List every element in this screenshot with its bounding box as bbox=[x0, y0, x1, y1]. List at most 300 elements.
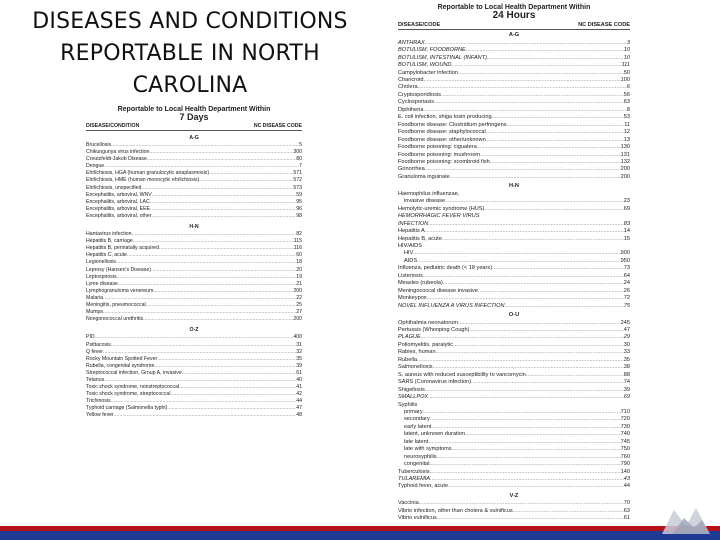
disease-row bbox=[398, 55, 630, 62]
disease-row bbox=[398, 129, 630, 136]
dot-leader bbox=[526, 372, 624, 379]
disease-row bbox=[86, 245, 302, 252]
dot-leader bbox=[451, 62, 621, 69]
disease-code: 21 bbox=[296, 280, 302, 287]
dot-leader bbox=[103, 309, 296, 316]
dot-leader bbox=[146, 302, 297, 309]
disease-row bbox=[86, 398, 302, 405]
disease-code: 40 bbox=[296, 376, 302, 383]
disease-name: Ehrlichiosis, unspecified bbox=[86, 184, 142, 191]
disease-row bbox=[398, 166, 630, 173]
disease-code: 200 bbox=[293, 287, 302, 294]
disease-row bbox=[398, 92, 630, 99]
dot-leader bbox=[452, 446, 621, 453]
disease-name: late latent bbox=[404, 438, 429, 445]
dot-leader bbox=[486, 129, 624, 136]
dot-leader bbox=[147, 156, 296, 163]
disease-name: Cyclosporiasis bbox=[398, 99, 435, 106]
disease-code: 573 bbox=[293, 184, 302, 191]
dot-leader bbox=[157, 356, 296, 363]
dot-leader bbox=[450, 174, 621, 181]
disease-code: 111 bbox=[621, 62, 630, 69]
disease-code: 60 bbox=[296, 252, 302, 259]
disease-row bbox=[398, 364, 630, 371]
disease-code: 3 bbox=[626, 39, 630, 46]
col-disease: DISEASE/CODE bbox=[398, 21, 441, 28]
disease-name: HIV bbox=[404, 250, 414, 257]
disease-name: Gonorrhea bbox=[398, 166, 425, 173]
disease-code: 131 bbox=[620, 151, 630, 158]
disease-code: 82 bbox=[296, 231, 302, 238]
disease-name: Syphilis bbox=[398, 401, 418, 408]
disease-row bbox=[86, 206, 302, 213]
disease-row bbox=[398, 198, 630, 205]
disease-row bbox=[86, 252, 302, 259]
dot-leader bbox=[150, 199, 296, 206]
disease-code: 35 bbox=[296, 355, 302, 362]
dot-leader bbox=[513, 508, 624, 515]
disease-name: Listeriosis bbox=[398, 272, 423, 279]
disease-row bbox=[398, 379, 630, 386]
disease-name: Encephalitis, arboviral, other bbox=[86, 212, 152, 219]
disease-code: 23 bbox=[623, 198, 630, 205]
disease-name: Granuloma inguinale bbox=[398, 173, 450, 180]
disease-name: Leprosy (Hansen's Disease) bbox=[86, 266, 151, 273]
dot-leader bbox=[478, 288, 624, 295]
disease-row bbox=[398, 107, 630, 114]
disease-name: Diphtheria bbox=[398, 106, 424, 113]
disease-code: 14 bbox=[623, 228, 630, 235]
disease-row bbox=[398, 62, 630, 69]
disease-name: Nongonococcal urethritis bbox=[86, 316, 144, 323]
reportable-24-hours-document bbox=[398, 4, 630, 532]
dot-leader bbox=[154, 363, 296, 370]
slide-title-line: REPORTABLE IN NORTH bbox=[60, 41, 320, 66]
disease-row bbox=[86, 342, 302, 349]
disease-row bbox=[398, 122, 630, 129]
disease-code: 571 bbox=[293, 170, 302, 177]
disease-row bbox=[398, 144, 630, 151]
disease-code: 10 bbox=[623, 54, 630, 61]
disease-name: Typhoid fever, acute bbox=[398, 483, 449, 490]
disease-code: 745 bbox=[620, 438, 630, 445]
disease-name: Legionellosis bbox=[86, 259, 116, 266]
col-disease: DISEASE/CONDITION bbox=[86, 122, 140, 129]
dot-leader bbox=[507, 122, 625, 129]
dot-leader bbox=[419, 500, 624, 507]
disease-name: Hepatitis B, perinatally acquired bbox=[86, 245, 159, 252]
dot-leader bbox=[492, 114, 624, 121]
dot-leader bbox=[428, 394, 624, 401]
footer-bar bbox=[0, 524, 720, 540]
disease-code: 80 bbox=[296, 156, 302, 163]
section-header: O-U bbox=[508, 312, 520, 319]
disease-name: Poliomyelitis, paralytic bbox=[398, 341, 454, 348]
dot-leader bbox=[427, 295, 624, 302]
disease-row bbox=[398, 137, 630, 144]
disease-name: Cholera bbox=[398, 84, 418, 91]
disease-row bbox=[86, 163, 302, 170]
disease-row bbox=[86, 170, 302, 177]
disease-code: 25 bbox=[296, 302, 302, 309]
disease-row bbox=[398, 327, 630, 334]
disease-row bbox=[398, 47, 630, 54]
disease-code: 15 bbox=[623, 235, 630, 242]
dot-leader bbox=[425, 40, 627, 47]
disease-name: congenital bbox=[404, 461, 430, 468]
disease-row bbox=[398, 515, 630, 522]
disease-name: secondary bbox=[404, 416, 430, 423]
dot-leader bbox=[487, 55, 624, 62]
disease-code: 50 bbox=[623, 69, 630, 76]
disease-code: 710 bbox=[620, 408, 630, 415]
dot-leader bbox=[423, 409, 621, 416]
disease-row bbox=[398, 77, 630, 84]
disease-code: 900 bbox=[620, 250, 630, 257]
disease-code: 64 bbox=[623, 272, 630, 279]
doc-column-headers bbox=[398, 22, 630, 30]
reportable-7-days-document bbox=[86, 106, 302, 419]
dot-leader bbox=[167, 405, 296, 412]
disease-name: Trichinosis bbox=[86, 398, 111, 405]
disease-code: 39 bbox=[296, 362, 302, 369]
disease-name: Chancroid bbox=[398, 77, 424, 84]
disease-code: 24 bbox=[623, 280, 630, 287]
col-code: NC DISEASE CODE bbox=[578, 21, 630, 28]
dot-leader bbox=[417, 357, 624, 364]
dot-leader bbox=[465, 431, 621, 438]
disease-row bbox=[398, 402, 630, 409]
disease-name: Lymphogranuloma venereum bbox=[86, 287, 154, 294]
disease-row bbox=[398, 258, 630, 265]
disease-name: PLAGUE bbox=[398, 334, 421, 341]
disease-code: 6 bbox=[626, 84, 630, 91]
disease-code: 950 bbox=[620, 257, 630, 264]
slide-title bbox=[10, 6, 370, 102]
disease-code: 33 bbox=[623, 349, 630, 356]
disease-row bbox=[86, 334, 302, 341]
disease-code: 31 bbox=[296, 341, 302, 348]
disease-code: 750 bbox=[620, 446, 630, 453]
disease-code: 70 bbox=[623, 500, 630, 507]
disease-row bbox=[398, 159, 630, 166]
disease-code: 730 bbox=[620, 423, 630, 430]
dot-leader bbox=[179, 384, 296, 391]
disease-code: 132 bbox=[620, 159, 630, 165]
disease-code: 98 bbox=[296, 212, 302, 219]
disease-name: HEMORRHAGIC FEVER VIRUS bbox=[398, 213, 480, 220]
disease-code: 100 bbox=[620, 77, 630, 84]
dot-leader bbox=[151, 267, 296, 274]
disease-code: 20 bbox=[296, 266, 302, 273]
disease-code: 27 bbox=[296, 309, 302, 316]
disease-code: 790 bbox=[620, 461, 630, 468]
disease-code: 83 bbox=[623, 220, 630, 227]
dot-leader bbox=[421, 334, 624, 341]
disease-code: 245 bbox=[620, 319, 630, 326]
dot-leader bbox=[431, 424, 620, 431]
disease-row bbox=[86, 142, 302, 149]
disease-code: 572 bbox=[293, 177, 302, 184]
dot-leader bbox=[480, 152, 621, 159]
disease-name: Cryptosporidiosis bbox=[398, 91, 441, 98]
dot-leader bbox=[141, 185, 293, 192]
disease-name: Meningitis, pneumococcal bbox=[86, 302, 146, 309]
dot-leader bbox=[143, 316, 293, 323]
disease-name: PID bbox=[86, 334, 95, 341]
disease-name: Q fever bbox=[86, 348, 104, 355]
disease-name: S. aureus with reduced susceptibility to vancomycin bbox=[398, 371, 526, 378]
disease-name: primary bbox=[404, 408, 423, 415]
dot-leader bbox=[453, 342, 624, 349]
disease-row bbox=[398, 243, 630, 250]
disease-name: Yellow fever bbox=[86, 412, 114, 419]
dot-leader bbox=[437, 515, 624, 522]
disease-row bbox=[398, 372, 630, 379]
disease-name: Haemophilus influenzae, bbox=[398, 190, 460, 197]
disease-code: 72 bbox=[623, 295, 630, 302]
disease-row bbox=[398, 349, 630, 356]
disease-name: Brucellosis bbox=[86, 141, 112, 148]
disease-name: Toxic shock syndrome, streptococcal bbox=[86, 391, 171, 398]
disease-name: BOTULISM, FOODBORNE bbox=[398, 47, 466, 54]
disease-code: 30 bbox=[623, 341, 630, 348]
disease-row bbox=[86, 213, 302, 220]
dot-leader bbox=[505, 303, 624, 310]
disease-row bbox=[398, 236, 630, 243]
disease-code: 69 bbox=[623, 394, 630, 401]
dot-leader bbox=[437, 454, 621, 461]
dot-leader bbox=[428, 439, 620, 446]
disease-name: Shigellosis bbox=[398, 386, 425, 393]
dot-leader bbox=[149, 149, 293, 156]
disease-name: Encephalitis, arboviral, EEE bbox=[86, 205, 151, 212]
dot-leader bbox=[430, 469, 621, 476]
disease-name: Psittacosis bbox=[86, 341, 111, 348]
footer-blue-stripe bbox=[0, 531, 720, 540]
dot-leader bbox=[477, 144, 621, 151]
doc-period: 7 Days bbox=[179, 112, 209, 123]
disease-row bbox=[86, 192, 302, 199]
disease-code: 96 bbox=[296, 205, 302, 212]
disease-row bbox=[86, 412, 302, 419]
disease-code: 115 bbox=[293, 238, 302, 245]
doc-column-headers bbox=[86, 123, 302, 131]
dot-leader bbox=[111, 398, 297, 405]
disease-code: 116 bbox=[293, 245, 302, 252]
disease-row bbox=[86, 149, 302, 156]
disease-row bbox=[86, 259, 302, 266]
disease-name: Vaccinia bbox=[398, 500, 419, 507]
disease-name: Malaria bbox=[86, 294, 104, 301]
disease-code: 13 bbox=[623, 136, 630, 143]
section-header: O-Z bbox=[189, 327, 199, 334]
doc-body bbox=[398, 32, 630, 522]
disease-code: 720 bbox=[620, 416, 630, 423]
dot-leader bbox=[471, 379, 624, 386]
disease-name: SARS (Coronavirus infection) bbox=[398, 379, 472, 386]
disease-code: 39 bbox=[623, 386, 630, 393]
disease-name: Tetanus bbox=[86, 376, 105, 383]
dot-leader bbox=[425, 166, 621, 173]
dot-leader bbox=[170, 391, 296, 398]
dot-leader bbox=[132, 231, 297, 238]
disease-name: latent, unknown duration bbox=[404, 431, 465, 438]
disease-row bbox=[398, 221, 630, 228]
disease-code: 29 bbox=[623, 334, 630, 341]
dot-leader bbox=[111, 342, 296, 349]
disease-name: BOTULISM, INTESTINAL (INFANT) bbox=[398, 54, 487, 61]
dot-leader bbox=[436, 349, 624, 356]
slide-title-line: CAROLINA bbox=[132, 73, 248, 98]
disease-code: 400 bbox=[293, 334, 302, 341]
disease-row bbox=[86, 349, 302, 356]
disease-code: 760 bbox=[620, 453, 630, 460]
disease-name: Vibrio vulnificus bbox=[398, 515, 437, 522]
section-header: A-G bbox=[508, 32, 520, 39]
dot-leader bbox=[103, 295, 296, 302]
dot-leader bbox=[470, 327, 624, 334]
disease-name: Mumps bbox=[86, 309, 104, 316]
dot-leader bbox=[490, 159, 621, 166]
dot-leader bbox=[117, 274, 297, 281]
disease-row bbox=[86, 267, 302, 274]
disease-row bbox=[398, 387, 630, 394]
dot-leader bbox=[417, 258, 621, 265]
disease-code: 42 bbox=[296, 391, 302, 398]
disease-row bbox=[398, 250, 630, 257]
disease-row bbox=[398, 409, 630, 416]
disease-row bbox=[398, 99, 630, 106]
disease-code: 7 bbox=[299, 163, 302, 170]
disease-code: 41 bbox=[296, 384, 302, 391]
disease-code: 69 bbox=[623, 205, 630, 212]
disease-row bbox=[398, 174, 630, 181]
disease-name: Hepatitis B, acute bbox=[398, 235, 442, 242]
dot-leader bbox=[423, 273, 624, 280]
dot-leader bbox=[104, 377, 296, 384]
disease-name: INFECTION bbox=[398, 220, 429, 227]
dot-leader bbox=[153, 288, 293, 295]
disease-row bbox=[398, 213, 630, 220]
disease-code: 88 bbox=[623, 371, 630, 378]
disease-name: early latent bbox=[404, 423, 432, 430]
disease-name: Lyme disease bbox=[86, 280, 118, 287]
disease-code: 74 bbox=[623, 379, 630, 386]
disease-code: 56 bbox=[623, 91, 630, 98]
disease-name: Foodborne disease: Clostridium perfringens bbox=[398, 121, 507, 128]
disease-code: 130 bbox=[620, 144, 630, 151]
dot-leader bbox=[133, 238, 294, 245]
disease-name: Dengue bbox=[86, 163, 105, 170]
disease-row bbox=[398, 114, 630, 121]
doc-body bbox=[86, 135, 302, 420]
disease-row bbox=[398, 439, 630, 446]
disease-name: TULAREMIA bbox=[398, 476, 431, 483]
disease-name: AIDS bbox=[404, 257, 418, 264]
disease-code: 63 bbox=[623, 507, 630, 514]
dot-leader bbox=[486, 137, 624, 144]
disease-row bbox=[398, 280, 630, 287]
disease-name: Foodborne poisoning: mushroom bbox=[398, 151, 481, 158]
dot-leader bbox=[448, 483, 624, 490]
disease-name: Toxic shock syndrome, nonstreptococcal bbox=[86, 384, 180, 391]
dot-leader bbox=[425, 228, 624, 235]
disease-name: Hemolytic-uremic syndrome (HUS) bbox=[398, 205, 485, 212]
disease-code: 140 bbox=[620, 468, 630, 475]
disease-code: 19 bbox=[296, 273, 302, 280]
disease-code: 44 bbox=[623, 483, 630, 490]
disease-name: Influenza, pediatric death (< 18 years) bbox=[398, 265, 493, 272]
dot-leader bbox=[95, 334, 294, 341]
dot-leader bbox=[424, 77, 621, 84]
dot-leader bbox=[492, 265, 624, 272]
dot-leader bbox=[430, 476, 624, 483]
disease-row bbox=[398, 394, 630, 401]
disease-row bbox=[86, 177, 302, 184]
disease-code: 35 bbox=[623, 356, 630, 363]
disease-code: 32 bbox=[296, 348, 302, 355]
disease-row bbox=[86, 405, 302, 412]
dot-leader bbox=[182, 370, 296, 377]
disease-name: ANTHRAX bbox=[398, 39, 425, 46]
dot-leader bbox=[413, 250, 620, 257]
disease-row bbox=[86, 356, 302, 363]
dot-leader bbox=[430, 461, 621, 468]
dot-leader bbox=[466, 47, 624, 54]
disease-name: Campylobacter infection bbox=[398, 69, 459, 76]
disease-name: Hantavirus infection bbox=[86, 231, 132, 238]
disease-row bbox=[398, 424, 630, 431]
section-header: A-G bbox=[189, 134, 199, 141]
disease-name: BOTULISM, WOUND bbox=[398, 62, 452, 69]
dot-leader bbox=[458, 320, 621, 327]
dot-leader bbox=[484, 206, 623, 213]
dot-leader bbox=[150, 206, 296, 213]
disease-row bbox=[398, 70, 630, 77]
section-header: V-Z bbox=[509, 492, 519, 499]
disease-name: Chikungunya virus infection bbox=[86, 149, 150, 156]
disease-row bbox=[398, 206, 630, 213]
disease-row bbox=[86, 377, 302, 384]
disease-name: Foodborne poisoning: ciguatera bbox=[398, 144, 477, 151]
disease-row bbox=[398, 469, 630, 476]
disease-name: Meningococcal disease invasive bbox=[398, 287, 478, 294]
disease-row bbox=[398, 454, 630, 461]
dot-leader bbox=[104, 163, 299, 170]
disease-code: 8 bbox=[626, 106, 630, 113]
disease-code: 47 bbox=[623, 326, 630, 333]
disease-row bbox=[398, 191, 630, 198]
disease-code: 22 bbox=[296, 294, 302, 301]
disease-name: Vibrio infection, other than cholera & vulnificus bbox=[398, 507, 513, 514]
disease-code: 53 bbox=[623, 114, 630, 121]
dot-leader bbox=[458, 70, 624, 77]
disease-code: 47 bbox=[296, 405, 302, 412]
disease-name: Pertussis (Whooping Cough) bbox=[398, 326, 470, 333]
disease-code: 61 bbox=[296, 369, 302, 376]
disease-code: 95 bbox=[296, 198, 302, 205]
disease-row bbox=[398, 446, 630, 453]
dot-leader bbox=[114, 412, 296, 419]
doc-period: 24 Hours bbox=[492, 10, 536, 22]
dot-leader bbox=[111, 142, 299, 149]
dot-leader bbox=[152, 192, 296, 199]
disease-name: NOVEL INFLUENZA A VIRUS INFECTION bbox=[398, 302, 505, 309]
dot-leader bbox=[103, 349, 296, 356]
dot-leader bbox=[430, 416, 621, 423]
disease-code: 43 bbox=[623, 476, 630, 483]
